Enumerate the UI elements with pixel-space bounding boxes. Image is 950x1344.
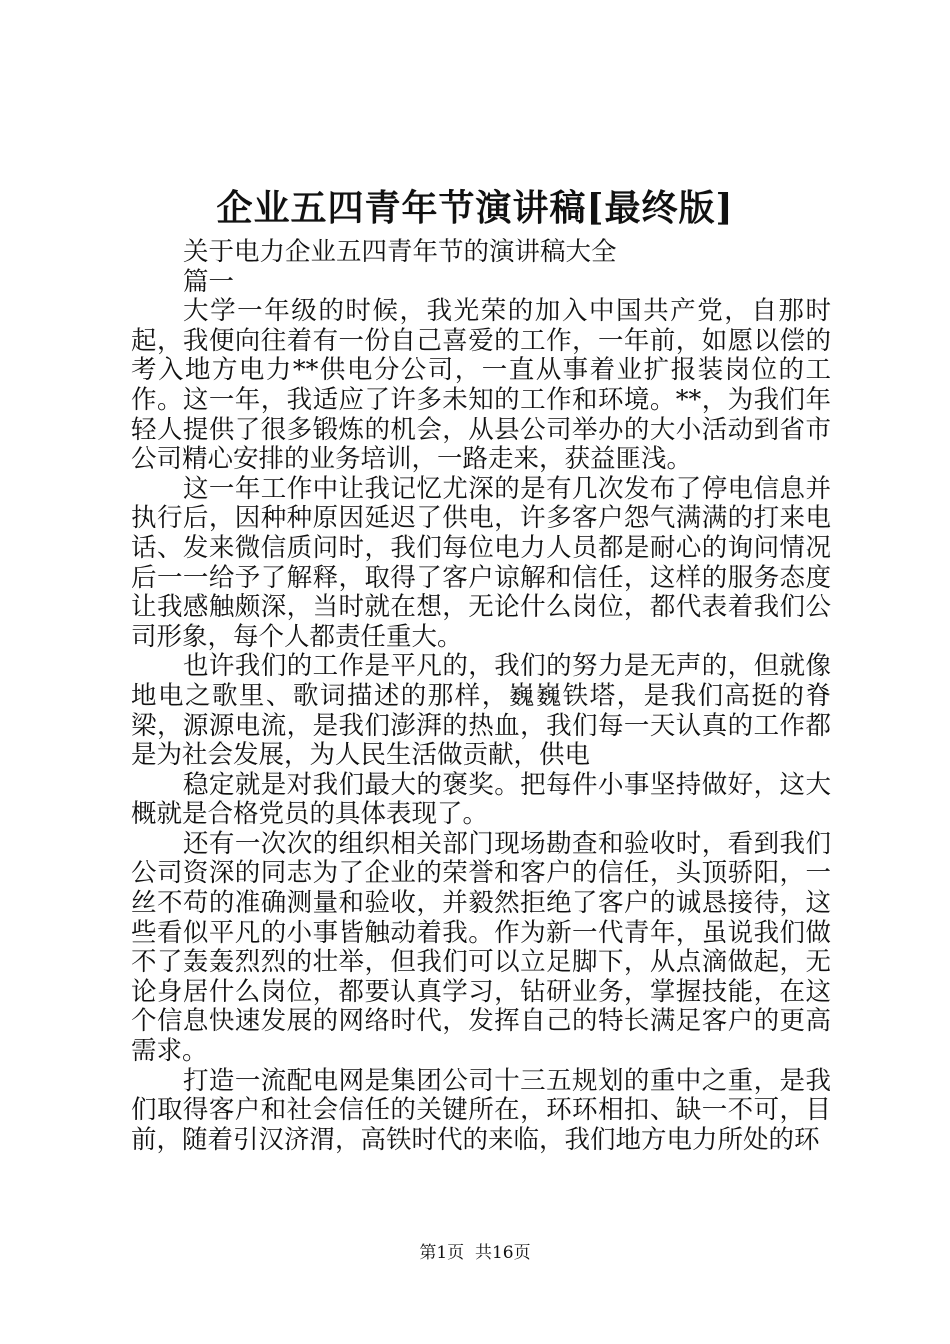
paragraph-1: 大学一年级的时候，我光荣的加入中国共产党，自那时起，我便向往着有一份自己喜爱的工作，一年前，如愿以偿的考入地方电力**供电分公司，一直从事着业扩报装岗位的工作。这一年，我适应了许多未知的工作和环境。**，为我们年轻人提供了很多锻炼的机会，从县公司举办的大小活动到省市公司精心安排的业务培训，一路走来，获益匪浅。 [131,296,831,475]
subtitle-line: 关于电力企业五四青年节的演讲稿大全 [183,237,617,267]
page-number-label: 第1页 共16页 [419,1243,531,1263]
document-body [131,238,831,1155]
section-label: 篇一 [183,266,235,297]
paragraph-5: 还有一次次的组织相关部门现场勘查和验收时，看到我们公司资深的同志为了企业的荣誉和客户的信任，头顶骄阳，一丝不苟的准确测量和验收，并毅然拒绝了客户的诚恳接待，这些看似平凡的小事皆触动着我。作为新一代青年，虽说我们做不了轰轰烈烈的壮举，但我们可以立足脚下，从点滴做起，无论身居什么岗位，都要认真学习，钻研业务，掌握技能，在这个信息快速发展的网络时代，发挥自己的特长满足客户的更高需求。 [131,828,831,1067]
paragraph-6: 打造一流配电网是集团公司十三五规划的重中之重，是我们取得客户和社会信任的关键所在，环环相扣、缺一不可，目前，随着引汉济渭，高铁时代的来临，我们地方电力所处的环 [131,1065,831,1155]
paragraph-3: 也许我们的工作是平凡的，我们的努力是无声的，但就像地电之歌里、歌词描述的那样，巍巍铁塔，是我们高挺的脊梁，源源电流，是我们澎湃的热血，我们每一天认真的工作都是为社会发展，为人民生活做贡献，供电 [131,651,831,771]
page-footer [0,1241,950,1265]
paragraph-2: 这一年工作中让我记忆尤深的是有几次发布了停电信息并执行后，因种种原因延迟了供电，许多客户怨气满满的打来电话、发来微信质问时，我们每位电力人员都是耐心的询问情况后一一给予了解释，取得了客户谅解和信任，这样的服务态度让我感触颇深，当时就在想，无论什么岗位，都代表着我们公司形象，每个人都责任重大。 [131,473,831,652]
document-title: 企业五四青年节演讲稿[最终版] [216,187,734,229]
paragraph-4: 稳定就是对我们最大的褒奖。把每件小事坚持做好，这大概就是合格党员的具体表现了。 [131,769,831,830]
